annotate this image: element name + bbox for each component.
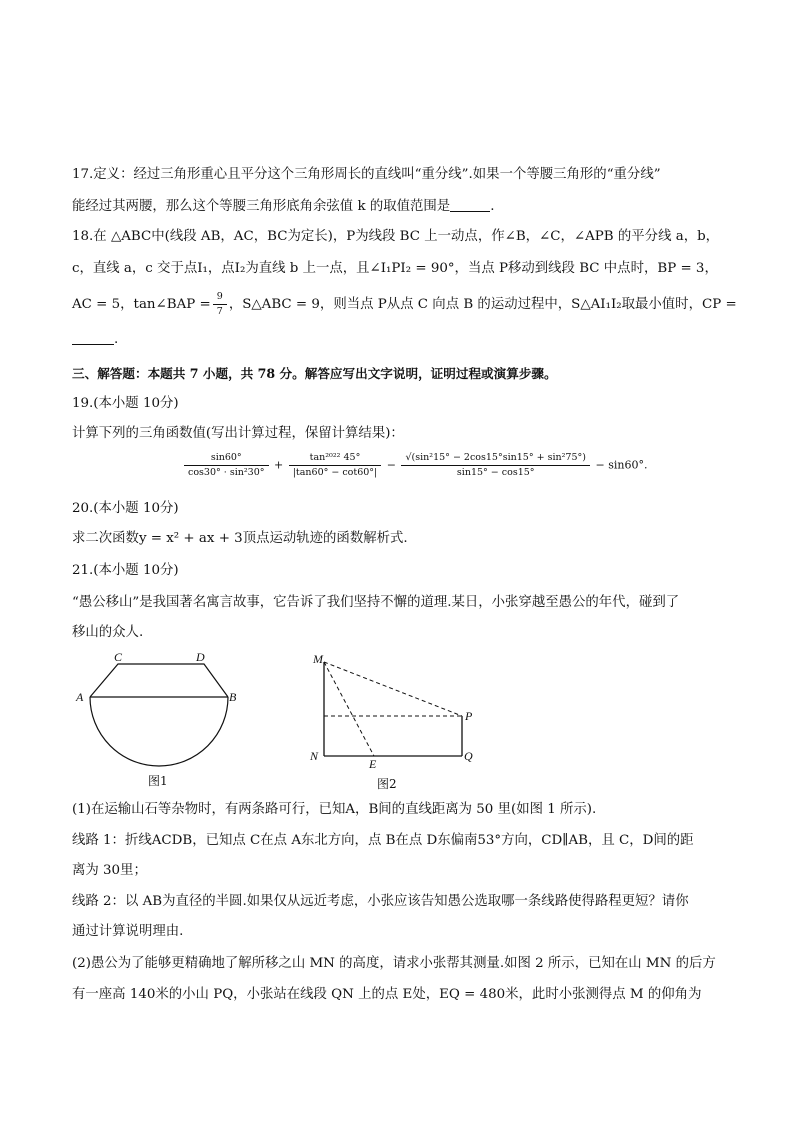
- frac2-num: tan²⁰²² 45°: [309, 452, 361, 463]
- p21-q1: (1)在运输山石等杂物时，有两条路可行，已知A，B间的直线距离为 50 里(如图 1 所示).: [72, 802, 597, 817]
- p21-q2-line2: 有一座高 140米的小山 PQ，小张站在线段 QN 上的点 E处，EQ = 480米，此时小张测得点 M 的仰角为: [72, 987, 702, 1002]
- fig2-label-p: P: [465, 709, 473, 723]
- fig1-caption: 图1: [148, 774, 168, 788]
- p17-line2-end: .: [490, 199, 495, 214]
- p21-header: 21.(本小题 10分): [72, 563, 179, 578]
- trig-formula: [182, 452, 647, 479]
- p19-text: 计算下列的三角函数值(写出计算过程，保留计算结果)：: [72, 426, 404, 441]
- p21-route2-line2: 通过计算说明理由.: [72, 924, 184, 939]
- frac1-den: cos30° · sin²30°: [184, 465, 269, 479]
- formula-frac-3: [401, 452, 590, 479]
- p18-line3: [72, 291, 737, 318]
- formula-frac-1: [184, 452, 269, 479]
- p20-text: 求二次函数y = x² + ax + 3顶点运动轨迹的函数解析式.: [72, 531, 408, 546]
- fig1-label-d: D: [196, 650, 205, 664]
- answer-blank: [450, 197, 490, 212]
- p21-route2-line1: 线路 2：以 AB为直径的半圆.如果仅从远近考虑，小张应该告知愚公选取哪一条线路使得路程更短？请你: [72, 894, 689, 909]
- p20-header: 20.(本小题 10分): [72, 501, 179, 516]
- fig2-caption: 图2: [377, 777, 397, 791]
- fig2-label-m: M: [313, 652, 323, 666]
- minus-sign: −: [386, 458, 396, 472]
- p17-line2-text: 能经过其两腰，那么这个等腰三角形底角余弦值 k 的取值范围是: [72, 199, 451, 214]
- p21-route1-line2: 离为 30里；: [72, 863, 147, 878]
- fig2-label-q: Q: [464, 749, 473, 763]
- p21-text1: “愚公移山”是我国著名寓言故事，它告诉了我们坚持不懈的道理.某日，小张穿越至愚公的年代，碰到了: [72, 595, 680, 610]
- p18-line3-b: ，S△ABC = 9，则当点 P从点 C 向点 B 的运动过程中，S△AI₁I₂取最小值时，CP =: [228, 297, 737, 312]
- fig2-label-e: E: [369, 757, 377, 771]
- p18-frac-num: 9: [216, 291, 223, 302]
- frac2-den: |tan60° − cot60°|: [289, 465, 382, 479]
- p17-line2: [72, 197, 494, 216]
- frac1-num: sin60°: [210, 452, 242, 463]
- p18-line4: [72, 330, 118, 349]
- p18-fraction: [213, 291, 227, 318]
- p18-frac-den: 7: [213, 304, 227, 318]
- figure-1-diagram: [78, 650, 248, 790]
- p21-q2-line1: (2)愚公为了能够更精确地了解所移之山 MN 的高度，请求小张帮其测量.如图 2 所示，已知在山 MN 的后方: [72, 956, 716, 971]
- fig1-label-c: C: [114, 650, 123, 664]
- p21-route1-line1: 线路 1：折线ACDB，已知点 C在点 A东北方向，点 B在点 D东偏南53°方向，CD∥AB，且 C，D间的距: [72, 833, 694, 848]
- p21-text2: 移山的众人.: [72, 625, 144, 640]
- frac3-num: √(sin²15° − 2cos15°sin15° + sin²75°): [405, 452, 586, 463]
- section-title: 三、解答题：本题共 7 小题，共 78 分。解答应写出文字说明，证明过程或演算步骤。: [72, 366, 557, 381]
- fig1-label-a: A: [76, 690, 84, 704]
- frac3-den: sin15° − cos15°: [401, 465, 590, 479]
- plus-sign: +: [274, 458, 284, 472]
- p18-line4-end: .: [114, 332, 119, 347]
- p17-line1: 17.定义：经过三角形重心且平分这个三角形周长的直线叫“重分线”.如果一个等腰三角形的“重分线”: [72, 167, 661, 182]
- p18-line1: 18.在 △ABC中(线段 AB，AC，BC为定长)，P为线段 BC 上一动点，作∠B，∠C，∠APB 的平分线 a，b，: [72, 229, 720, 244]
- p18-line2: c，直线 a，c 交于点I₁，点I₂为直线 b 上一点，且∠I₁PI₂ = 90°，当点 P移动到线段 BC 中点时，BP = 3，: [72, 261, 718, 276]
- figure-2-diagram: [300, 650, 480, 770]
- answer-blank: [72, 330, 114, 345]
- p18-line3-a: AC = 5，tan∠BAP =: [72, 297, 211, 312]
- formula-frac-2: [289, 452, 382, 479]
- p19-header: 19.(本小题 10分): [72, 396, 179, 411]
- fig1-label-b: B: [229, 690, 237, 704]
- formula-tail: − sin60°.: [595, 458, 648, 472]
- fig2-label-n: N: [310, 749, 319, 763]
